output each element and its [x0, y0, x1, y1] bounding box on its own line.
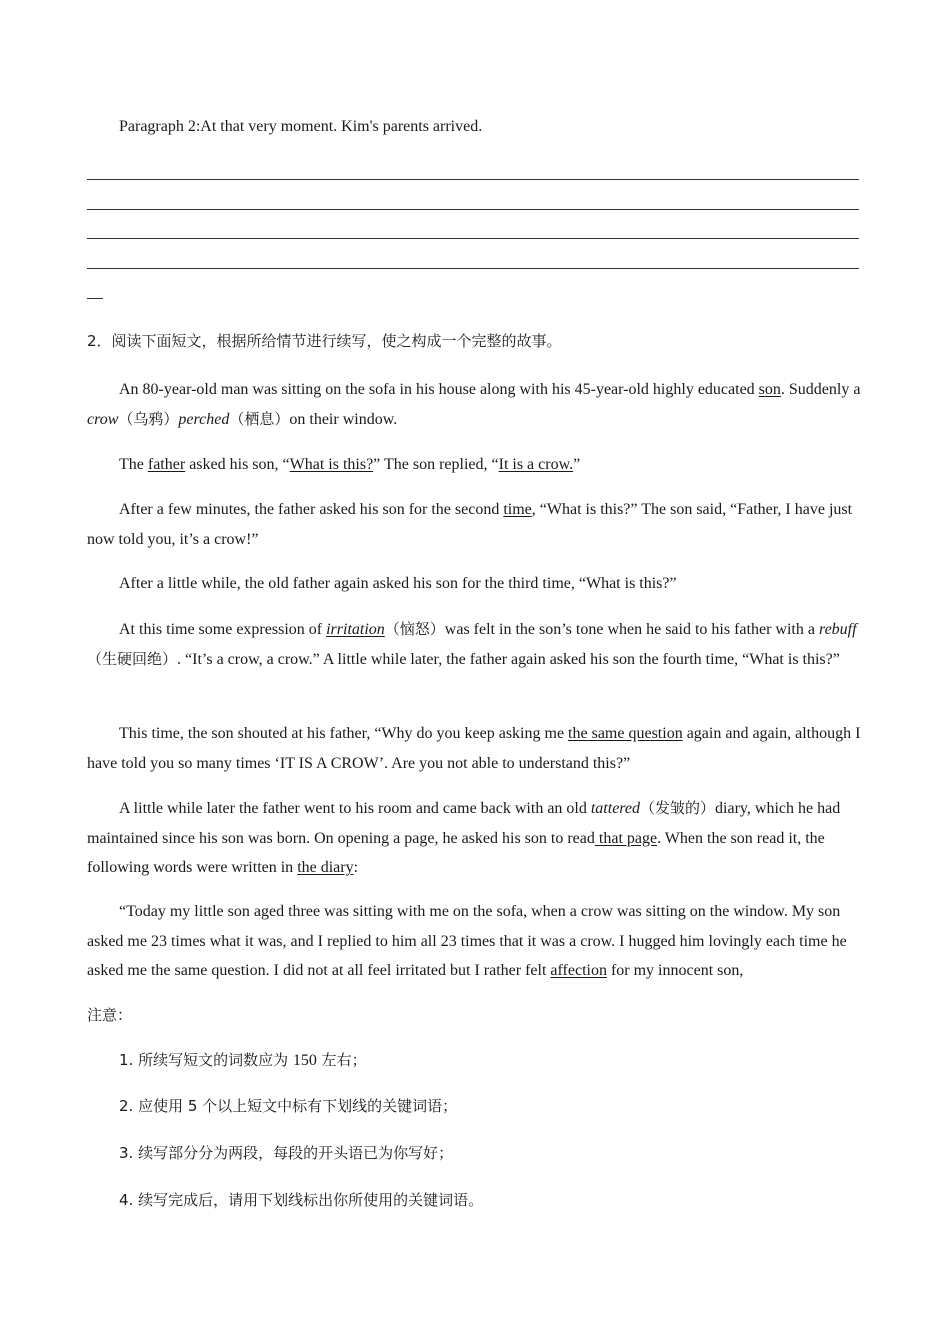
key-word: What is this? — [289, 456, 374, 473]
story-paragraph-5 — [87, 615, 863, 674]
glossed-word: crow — [87, 410, 119, 428]
text: After a few minutes, the father asked his son for the second — [119, 501, 504, 518]
text: . “It’s a crow, a crow.” A little while later, the father again asked his son the fourth time, “What is this?” — [177, 650, 840, 668]
story-paragraph-6 — [87, 719, 863, 778]
text: , “What is this?” The son said, “Father, I have just now told you, it’s a crow!” — [87, 501, 853, 548]
text: At this time some expression of — [119, 621, 327, 638]
key-word: It is a crow. — [498, 456, 574, 473]
text: 左右； — [316, 1051, 367, 1069]
story-paragraph-2 — [87, 450, 863, 480]
story-paragraph-8 — [87, 897, 863, 986]
text: 1. 所续写短文的词数应为 — [119, 1051, 293, 1069]
text: asked his son, “ — [185, 456, 290, 473]
gloss: （栖息） — [229, 409, 290, 428]
notes-heading-text: 注意： — [87, 1006, 133, 1024]
text: This time, the son shouted at his father, “Why do you keep asking me — [119, 725, 569, 742]
text: The — [119, 456, 148, 473]
text: 3. 续写部分分为两段，每段的开头语已为你写好； — [119, 1144, 454, 1162]
key-word: that page — [594, 829, 658, 847]
text: After a little while, the old father again asked his son for the third time, “What is this?” — [119, 575, 677, 592]
text: An 80-year-old man was sitting on the sofa in his house along with his 45-year-old highly educated — [119, 381, 759, 398]
key-word: father — [147, 456, 186, 473]
gloss: （恼怒） — [384, 620, 445, 638]
text: ” The son replied, “ — [373, 456, 499, 473]
answer-line-1[interactable] — [87, 179, 859, 180]
story-paragraph-4 — [87, 569, 863, 599]
answer-line-3[interactable] — [87, 238, 859, 239]
answer-line-end[interactable] — [87, 298, 103, 299]
glossed-word: rebuff — [818, 621, 857, 638]
question-number: 2． — [87, 332, 112, 350]
note-item-2 — [87, 1092, 863, 1122]
question-header — [87, 327, 863, 357]
story-paragraph-7 — [87, 794, 863, 883]
text: A little while later the father went to his room and came back with an old — [119, 800, 591, 817]
paragraph2-label: Paragraph 2:At that very moment. Kim's parents arrived. — [119, 118, 483, 135]
text: again and again, although I have told you so many times ‘IT IS A CROW’. Are you not able to understand this?” — [87, 725, 861, 772]
gloss: （发皱的） — [640, 799, 716, 817]
key-word: son — [758, 381, 781, 398]
text: ” — [573, 456, 581, 473]
gloss: （乌鸦） — [118, 409, 179, 428]
key-word: time — [503, 501, 532, 518]
note-item-1 — [87, 1046, 863, 1076]
answer-line-2[interactable] — [87, 209, 859, 210]
question-instruction: 阅读下面短文，根据所给情节进行续写，使之构成一个完整的故事。 — [111, 332, 562, 350]
text: diary, which he had maintained since his son was born. On opening a page, he asked his son to read — [87, 800, 841, 847]
note-item-3 — [87, 1139, 863, 1169]
word-count: 150 — [292, 1052, 317, 1069]
paragraph2-prompt — [87, 112, 863, 142]
key-word: irritation — [326, 621, 385, 638]
text: for my innocent son, — [606, 962, 744, 979]
notes-heading — [87, 1001, 863, 1031]
text: “Today my little son aged three was sitting with me on the sofa, when a crow was sitting on the window. My son asked me 23 times what it was, and I replied to him all 23 times that it was a crow. I hugged him lovingly each time he asked me the same question. I did not at all feel irritated but I rather felt — [87, 903, 847, 979]
key-word: affection — [550, 962, 607, 979]
text: on their window. — [289, 410, 398, 428]
text: . Suddenly a — [780, 381, 861, 398]
answer-line-4[interactable] — [87, 268, 859, 269]
note-item-4 — [87, 1186, 863, 1216]
text: : — [353, 859, 359, 876]
story-paragraph-3 — [87, 495, 863, 554]
glossed-word: perched — [178, 410, 230, 428]
text: 4. 续写完成后，请用下划线标出你所使用的关键词语。 — [119, 1191, 484, 1209]
glossed-word: tattered — [590, 800, 641, 817]
key-word: the diary — [297, 859, 354, 876]
gloss: （生硬回绝） — [87, 649, 178, 668]
text: . When the son read it, the following words were written in — [87, 829, 825, 876]
story-paragraph-1 — [87, 375, 863, 434]
key-word: the same question — [568, 725, 683, 742]
text: was felt in the son’s tone when he said to his father with a — [444, 621, 819, 638]
text: 2. 应使用 5 个以上短文中标有下划线的关键词语； — [119, 1097, 458, 1115]
